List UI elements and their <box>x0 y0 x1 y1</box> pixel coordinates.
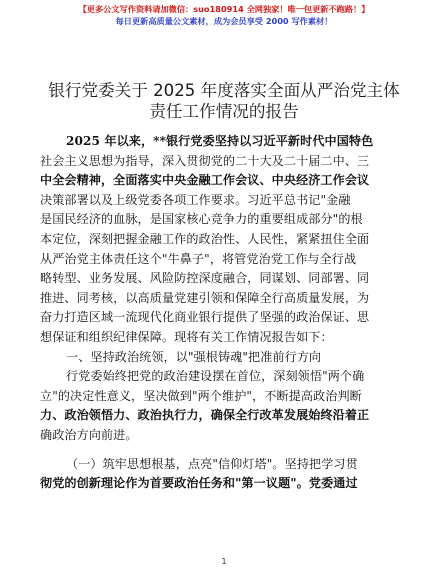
paragraph-line: 立"的决定性意义，坚决做到"两个维护"，不断提高政治判断 <box>40 388 362 403</box>
title-line-1: 银行党委关于 2025 年度落实全面从严治党主体 <box>48 81 400 100</box>
paragraph-line: 社会主义思想为指导，深入贯彻党的二十大及二十届二中、三 <box>40 153 370 168</box>
paragraph-line: 力、政治领悟力、政治执行力，确保全行改革发展始终沿着正 <box>40 408 370 423</box>
paragraph-line: 彻党的创新理论作为首要政治任务和"第一议题"。党委通过 <box>40 476 358 491</box>
banner-line-1: 【更多公文写作资料请加微信：suo180914 全网独家！唯一包更新不跑路！】 <box>78 4 370 14</box>
paragraph-line: 确政治方向前进。 <box>40 427 138 442</box>
paragraph-line: 是国民经济的血脉，是国家核心竞争力的重要组成部分"的根 <box>40 212 363 227</box>
document-body <box>40 132 428 494</box>
paragraph-line: 推进、同考核，以高质量党建引领和保障全行高质量发展，为 <box>40 290 370 305</box>
paragraph-line: （一）筑牢思想根基，点亮"信仰灯塔"。坚持把学习贯 <box>66 456 358 471</box>
paragraph-line: 奋力打造区域一流现代化商业银行提供了坚强的政治保证、思 <box>40 310 370 325</box>
paragraph-line: 从严治党主体责任这个"牛鼻子"，将管党治党工作与全行战 <box>40 251 357 266</box>
section-heading: 一、坚持政治统领，以"强根铸魂"把准前行方向 <box>66 349 322 364</box>
paragraph-line: 行党委始终把党的政治建设摆在首位，深刻领悟"两个确 <box>66 369 365 384</box>
paragraph-line: 略转型、业务发展、风险防控深度融合，同谋划、同部署、同 <box>40 271 370 286</box>
paragraph-line: 2025 年以来，**银行党委坚持以习近平新时代中国特色 <box>66 134 374 148</box>
document-title <box>0 80 448 122</box>
title-line-2: 责任工作情况的报告 <box>149 102 299 121</box>
paragraph-line: 决策部署以及上级党委各项工作要求。习近平总书记"金融 <box>40 192 351 207</box>
paragraph-line: 中全会精神，全面落实中央金融工作会议、中央经济工作会议 <box>40 173 370 188</box>
banner-line-2: 每日更新高质量公文素材，成为会员享受 2000 写作素材！ <box>115 16 333 26</box>
page-number: 1 <box>221 557 227 566</box>
paragraph-line: 本定位，深刻把握金融工作的政治性、人民性，紧紧扭住全面 <box>40 231 370 246</box>
header-banner <box>0 3 448 27</box>
paragraph-line: 想保证和组织纪律保障。现将有关工作情况报告如下： <box>40 329 333 344</box>
